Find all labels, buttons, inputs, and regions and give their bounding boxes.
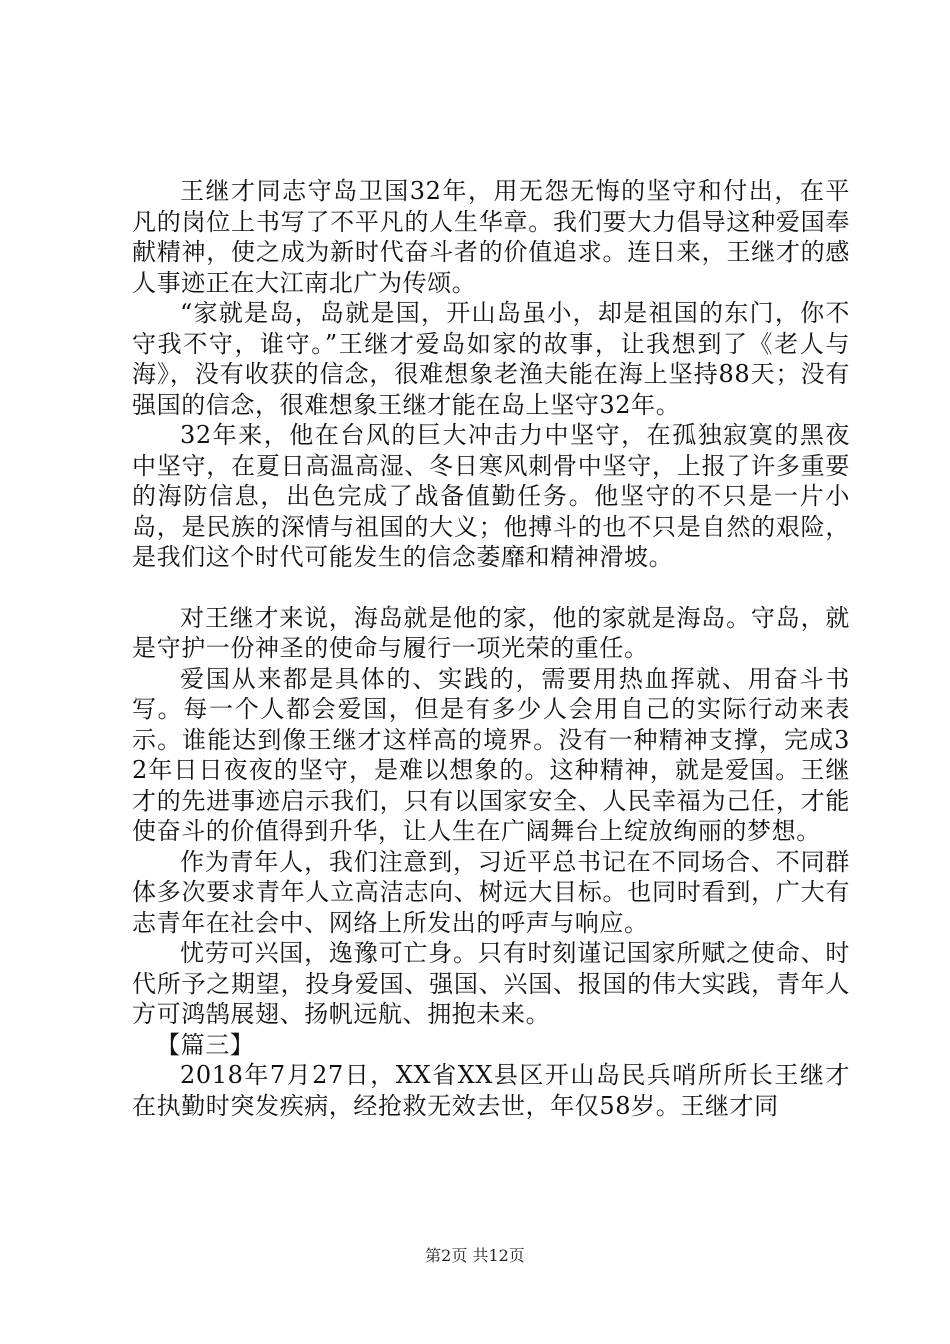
section-heading: 【篇三】 [156, 1030, 255, 1059]
paragraph-1: 王继才同志守岛卫国32年，用无怨无悔的坚守和付出，在平凡的岗位上书写了不平凡的人生华章。我们要大力倡导这种爱国奉献精神，使之成为新时代奋斗者的价值追求。连日来，王继才的感人事迹正在大江南北广为传颂。 [132, 177, 850, 297]
paragraph-7: 忧劳可兴国，逸豫可亡身。只有时刻谨记国家所赋之使命、时代所予之期望，投身爱国、强国、兴国、报国的伟大实践，青年人方可鸿鹄展翅、扬帆远航、拥抱未来。 [132, 939, 850, 1028]
paragraph-3: 32年来，他在台风的巨大冲击力中坚守，在孤独寂寞的黑夜中坚守，在夏日高温高湿、冬日寒风刺骨中坚守，上报了许多重要的海防信息，出色完成了战备值勤任务。他坚守的不只是一片小岛，是民族的深情与祖国的大义；他搏斗的也不只是自然的艰险，是我们这个时代可能发生的信念萎靡和精神滑坡。 [132, 421, 850, 571]
paragraph-5: 爱国从来都是具体的、实践的，需要用热血挥就、用奋斗书写。每一个人都会爱国，但是有多少人会用自己的实际行动来表示。谁能达到像王继才这样高的境界。没有一种精神支撑，完成32年日日夜夜的坚守，是难以想象的。这种精神，就是爱国。王继才的先进事迹启示我们，只有以国家安全、人民幸福为己任，才能使奋斗的价值得到升华，让人生在广阔舞台上绽放绚丽的梦想。 [132, 664, 850, 845]
paragraph-2: “家就是岛，岛就是国，开山岛虽小，却是祖国的东门，你不守我不守，谁守。”王继才爱岛如家的故事，让我想到了《老人与海》，没有收获的信念，很难想象老渔夫能在海上坚持88天；没有强国的信念，很难想象王继才能在岛上坚守32年。 [132, 299, 850, 419]
paragraph-6: 作为青年人，我们注意到，习近平总书记在不同场合、不同群体多次要求青年人立高洁志向、树远大目标。也同时看到，广大有志青年在社会中、网络上所发出的呼声与响应。 [132, 847, 850, 937]
paragraph-8: 2018年7月27日，XX省XX县区开山岛民兵哨所所长王继才在执勤时突发疾病，经抢救无效去世，年仅58岁。王继才同 [132, 1061, 850, 1120]
page-number-footer: 第2页 共12页 [425, 1246, 525, 1265]
paragraph-4: 对王继才来说，海岛就是他的家，他的家就是海岛。守岛，就是守护一份神圣的使命与履行一项光荣的重任。 [132, 603, 850, 662]
document-body [132, 176, 850, 1121]
